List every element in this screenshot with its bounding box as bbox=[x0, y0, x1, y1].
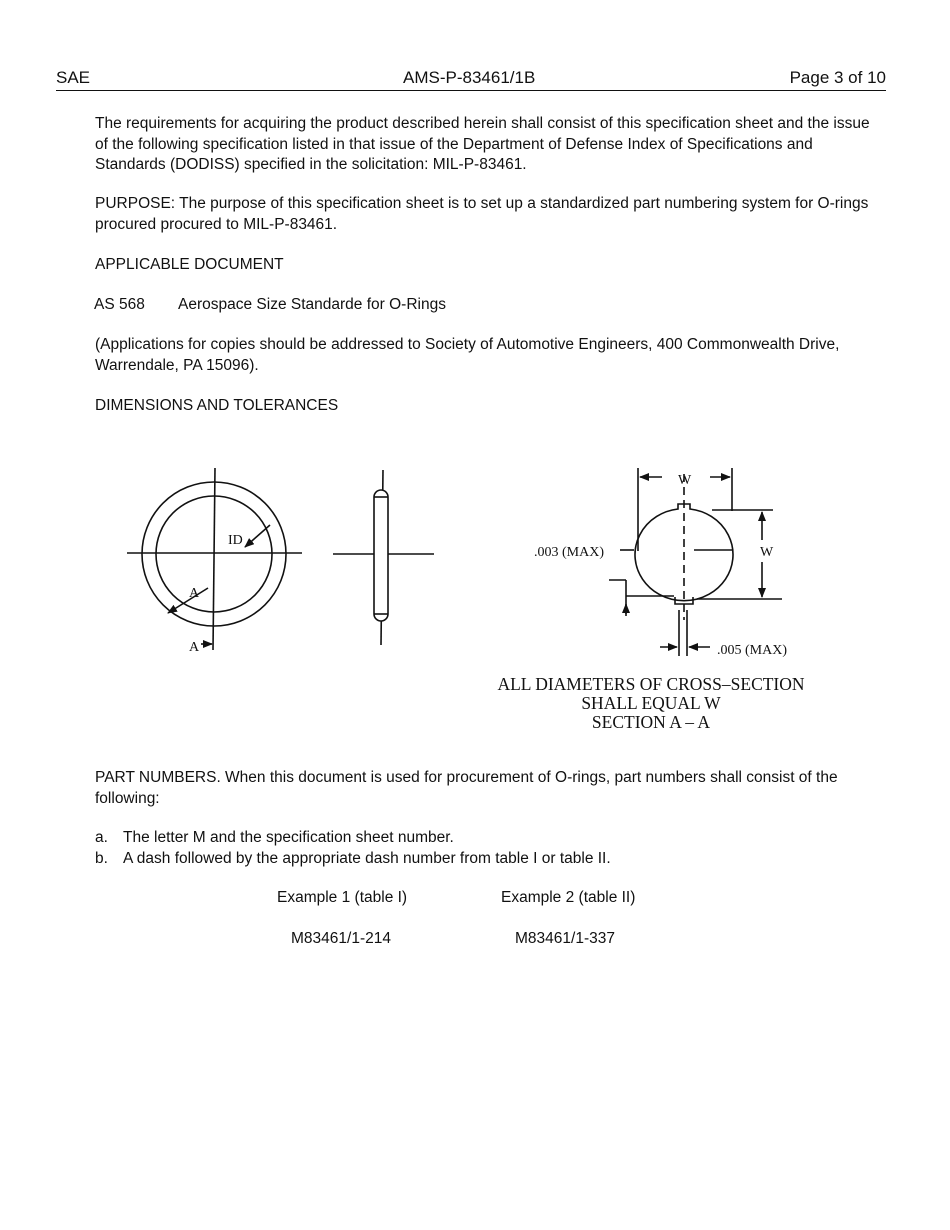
example-2-part-number: M83461/1-337 bbox=[515, 930, 615, 947]
cross-section-view bbox=[609, 468, 782, 656]
applications-paragraph: (Applications for copies should be addressed to Society of Automotive Engineers, 400 Commonwealth Drive, Warrendale, PA 15096). bbox=[95, 336, 840, 374]
max-003-label: .003 (MAX) bbox=[534, 545, 604, 560]
header-org: SAE bbox=[56, 68, 91, 87]
section-a-label: A bbox=[189, 640, 200, 655]
list-item-text: The letter M and the specification sheet number. bbox=[123, 829, 454, 846]
purpose-paragraph: PURPOSE: The purpose of this specification sheet is to set up a standardized part numbering system for O-rings procured procured to MIL-P-83461. bbox=[95, 195, 869, 233]
example-1-part-number: M83461/1-214 bbox=[291, 930, 391, 947]
applicable-document-heading: APPLICABLE DOCUMENT bbox=[95, 256, 284, 273]
list-marker: b. bbox=[95, 850, 108, 867]
o-ring-side-profile bbox=[374, 490, 388, 621]
document-code: AS 568 bbox=[94, 296, 145, 313]
o-ring-side-view bbox=[333, 470, 434, 645]
a-label: A bbox=[189, 586, 200, 601]
caption-line: ALL DIAMETERS OF CROSS–SECTION bbox=[497, 674, 805, 694]
max-005-label: .005 (MAX) bbox=[717, 643, 787, 658]
id-leader-arrow bbox=[245, 525, 270, 547]
caption-line: SHALL EQUAL W bbox=[581, 693, 721, 713]
document-title: Aerospace Size Standarde for O-Rings bbox=[178, 296, 446, 313]
dimensions-heading: DIMENSIONS AND TOLERANCES bbox=[95, 397, 339, 414]
list-item-text: A dash followed by the appropriate dash number from table I or table II. bbox=[123, 850, 611, 867]
w-top-label: W bbox=[678, 473, 692, 488]
list-item bbox=[95, 850, 611, 868]
example-2-label: Example 2 (table II) bbox=[501, 889, 636, 906]
id-label: ID bbox=[228, 533, 243, 548]
w-right-label: W bbox=[760, 545, 774, 560]
part-numbers-paragraph: PART NUMBERS. When this document is used for procurement of O-rings, part numbers shall consist of the following: bbox=[95, 769, 838, 807]
a-leader-arrow bbox=[168, 588, 208, 613]
list-item bbox=[95, 829, 454, 847]
o-ring-front-view bbox=[127, 468, 302, 650]
example-1-label: Example 1 (table I) bbox=[277, 889, 408, 906]
list-marker: a. bbox=[95, 829, 108, 846]
caption-line: SECTION A – A bbox=[591, 712, 711, 732]
header-page-number: Page 3 of 10 bbox=[789, 68, 886, 87]
requirements-paragraph: The requirements for acquiring the product described herein shall consist of this specification sheet and the issue of the following specification listed in that issue of the Department of Defense Index of Specifications and Standards (DODISS) specified in the solicitation: MIL-P-83461. bbox=[95, 115, 870, 173]
cross-section-caption bbox=[470, 675, 832, 732]
header-doc-number: AMS-P-83461/1B bbox=[403, 68, 536, 87]
